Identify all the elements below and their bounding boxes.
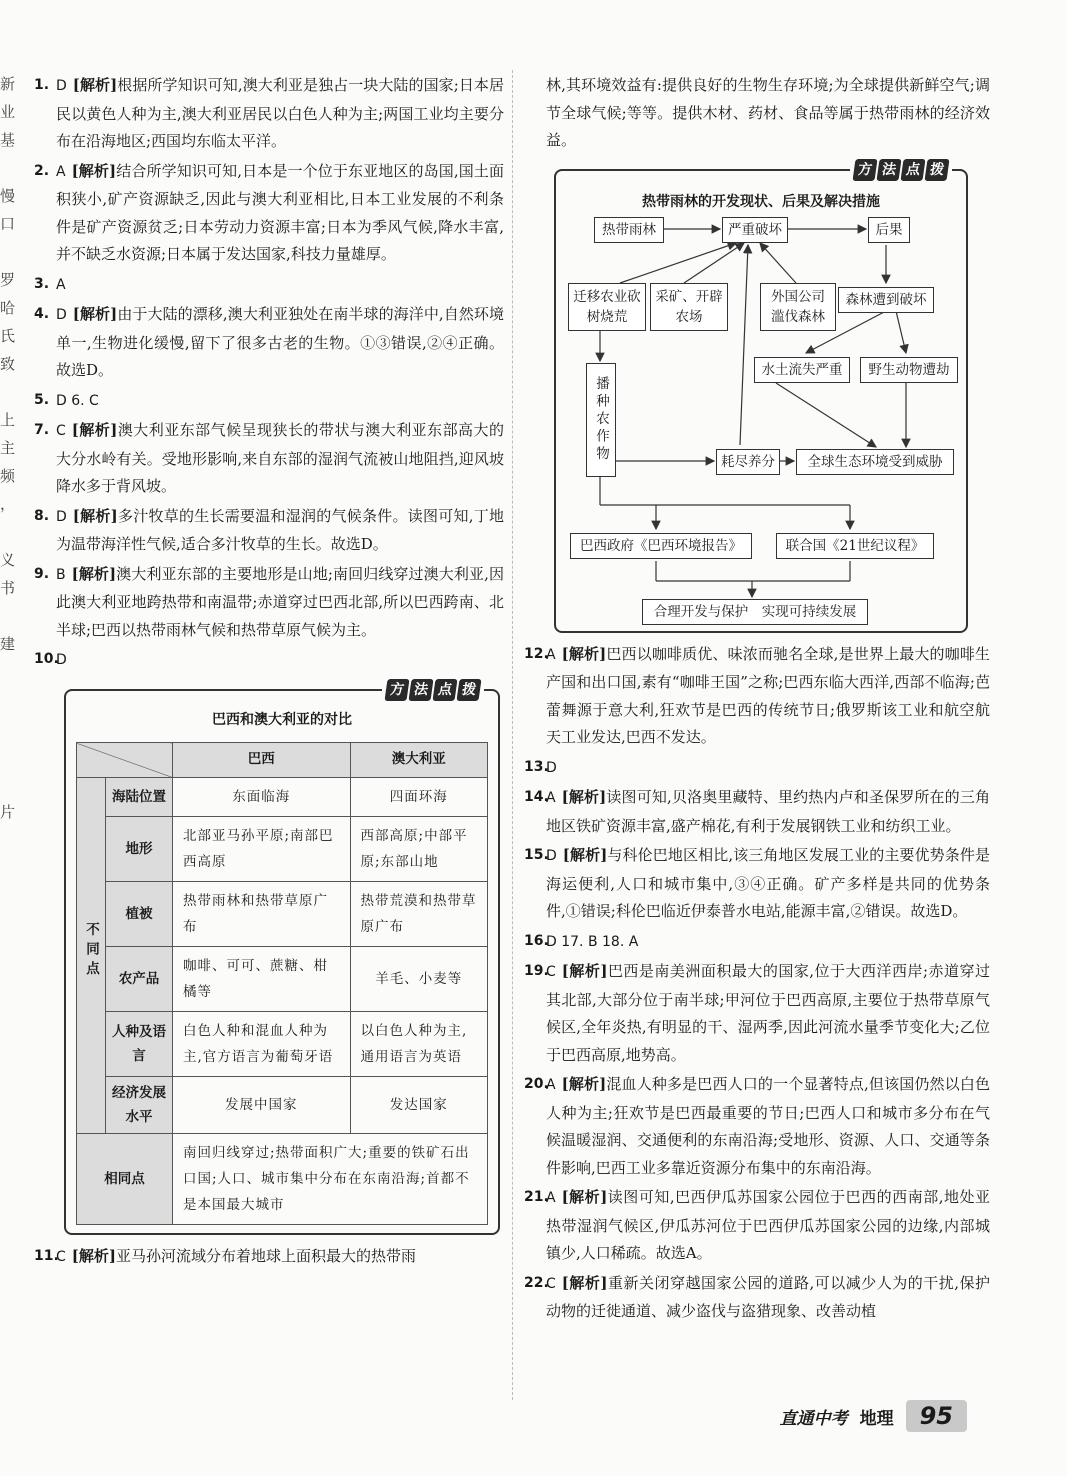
node-wildlife-endangered: 野生动物遭劫 xyxy=(860,357,958,383)
answer-item: 1. D [解析]根据所学知识可知,澳大利亚是独占一块大陆的国家;日本居民以黄色人种为主,澳大利亚居民以白色人种为主;两国工业均主要分布在沿海地区;西国均东临太平洋。 xyxy=(34,76,504,150)
margin-char xyxy=(0,686,16,714)
row-label: 植被 xyxy=(106,882,173,947)
left-column xyxy=(34,72,504,1274)
footer-brand: 直通中考 xyxy=(779,1408,848,1429)
table-corner-cell xyxy=(77,743,173,778)
answer-item-11: 11. C [解析]亚马孙河流域分布着地球上面积最大的热带雨 xyxy=(34,1247,416,1265)
node-forest-destroyed: 森林遭到破坏 xyxy=(838,287,934,313)
cell-brazil: 咖啡、可可、蔗糖、柑橘等 xyxy=(173,947,351,1012)
answer-item: 3. A xyxy=(34,275,66,293)
cell-australia: 以白色人种为主,通用语言为英语 xyxy=(350,1012,487,1077)
margin-char xyxy=(0,154,16,182)
comparison-table xyxy=(76,742,488,1225)
margin-char: 片 xyxy=(0,803,16,821)
row-label: 地形 xyxy=(106,817,173,882)
answer-item: 16. D 17. B 18. A xyxy=(524,932,639,950)
same-points-label: 相同点 xyxy=(77,1134,173,1225)
node-un-agenda21: 联合国《21世纪议程》 xyxy=(776,533,934,559)
answer-item-11-continued: 林,其环境效益有:提供良好的生物生存环境;为全球提供新鲜空气;调节全球气候;等等。提供木材、药材、食品等属于热带雨林的经济效益。 xyxy=(546,76,990,149)
margin-char xyxy=(0,602,16,630)
footer-subject: 地理 xyxy=(859,1408,894,1429)
row-label: 农产品 xyxy=(106,947,173,1012)
same-points-text: 南回归线穿过;热带面积广大;重要的铁矿石出口国;人口、城市集中分布在东南沿海;首都不是本国最大城市 xyxy=(173,1134,488,1225)
left-margin-fragments xyxy=(0,70,16,826)
cell-australia: 西部高原;中部平原;东部山地 xyxy=(350,817,487,882)
node-plant-crops: 播种农作物 xyxy=(586,363,616,477)
node-consequence: 后果 xyxy=(868,217,910,243)
answer-item: 4. D [解析]由于大陆的漂移,澳大利亚独处在南半球的海洋中,自然环境单一,生物进化缓慢,留下了很多古老的生物。①③错误,②④正确。故选D。 xyxy=(34,305,504,379)
margin-char: 罗 xyxy=(0,271,16,289)
margin-char: 义 xyxy=(0,551,16,569)
cell-brazil: 发展中国家 xyxy=(173,1077,351,1134)
answer-item: 22. C [解析]重新关闭穿越国家公园的道路,可以减少人为的干扰,保护动物的迁徙通道、减少盗伐与盗猎现象、改善动植 xyxy=(524,1273,990,1320)
row-label: 海陆位置 xyxy=(106,778,173,817)
answer-item: 14. A [解析]读图可知,贝洛奥里藏特、里约热内卢和圣保罗所在的三角地区铁矿资源丰富,盛产棉花,有利于发展钢铁工业和纺织工业。 xyxy=(524,788,990,835)
answer-item: 19. C [解析]巴西是南美洲面积最大的国家,位于大西洋西岸;赤道穿过其北部,大部分位于南半球;甲河位于巴西高原,主要位于热带草原气候区,全年炎热,有明显的干、湿两季,因此河流水量季节变化大;乙位于巴西高原,地势高。 xyxy=(524,962,990,1064)
different-points-label: 不同点 xyxy=(77,778,106,1134)
margin-char: 氏 xyxy=(0,327,16,345)
answer-item: 7. C [解析]澳大利亚东部气候呈现狭长的带状与澳大利亚东部高大的大分水岭有关。受地形影响,来自东部的湿润气流被山地阻挡,迎风坡降水多于背风坡。 xyxy=(34,421,504,495)
margin-char: 新 xyxy=(0,75,16,93)
margin-char: 建 xyxy=(0,635,16,653)
page-footer xyxy=(780,1400,967,1432)
cell-australia: 羊毛、小麦等 xyxy=(350,947,487,1012)
margin-char xyxy=(0,742,16,770)
answer-item: 9. B [解析]澳大利亚东部的主要地形是山地;南回归线穿过澳大利亚,因此澳大利亚地跨热带和南温带;赤道穿过巴西北部,所以巴西跨南、北半球;巴西以热带雨林气候和热带草原气候为主。 xyxy=(34,564,504,639)
method-tip-badge: 方 法 点 拨 xyxy=(382,679,484,701)
margin-char xyxy=(0,714,16,742)
table-row xyxy=(77,817,488,882)
answer-item: 13. D xyxy=(524,758,557,776)
table-row xyxy=(77,1077,488,1134)
margin-char: 主 xyxy=(0,439,16,457)
node-shifting-agriculture: 迁移农业砍树烧荒 xyxy=(568,283,646,331)
margin-char xyxy=(0,770,16,798)
margin-char: 频 xyxy=(0,467,16,485)
node-global-ecology-threat: 全球生态环境受到威胁 xyxy=(796,449,954,475)
margin-char: 上 xyxy=(0,411,16,429)
margin-char xyxy=(0,378,16,406)
table-row xyxy=(77,947,488,1012)
answer-item: 8. D [解析]多汁牧草的生长需要温和湿润的气候条件。读图可知,丁地为温带海洋性气候,适合多汁牧草的生长。故选D。 xyxy=(34,506,504,553)
node-brazil-report: 巴西政府《巴西环境报告》 xyxy=(570,533,752,559)
node-foreign-logging: 外国公司滥伐森林 xyxy=(760,283,836,331)
node-nutrients-depleted: 耗尽养分 xyxy=(716,449,780,475)
node-severe-destruction: 严重破坏 xyxy=(722,217,788,243)
answer-item: 20. A [解析]混血人种多是巴西人口的一个显著特点,但该国仍然以白色人种为主;狂欢节是巴西最重要的节日;巴西人口和城市多分布在气候温暖湿润、交通便利的东南沿海;受地形、资源、人口、交通等条件影响,巴西工业多靠近资源分布集中的东南沿海。 xyxy=(524,1075,990,1177)
cell-australia: 四面环海 xyxy=(350,778,487,817)
page-number: 95 xyxy=(906,1400,967,1432)
margin-char: 致 xyxy=(0,355,16,373)
answer-item: 5. D 6. C xyxy=(34,391,99,409)
row-label: 人种及语言 xyxy=(106,1012,173,1077)
header-australia: 澳大利亚 xyxy=(350,743,487,778)
answer-item: 21. A [解析]读图可知,巴西伊瓜苏国家公园位于巴西的西南部,地处亚热带湿润气候区,伊瓜苏河位于巴西伊瓜苏国家公园的边缘,内部城镇少,人口稀疏。故选A。 xyxy=(524,1188,990,1262)
rainforest-flowchart-box xyxy=(554,161,968,633)
node-rainforest: 热带雨林 xyxy=(594,217,664,243)
column-divider xyxy=(512,70,513,1400)
margin-char xyxy=(0,658,16,686)
comparison-table-title: 巴西和澳大利亚的对比 xyxy=(212,711,352,728)
header-brazil: 巴西 xyxy=(173,743,351,778)
cell-australia: 发达国家 xyxy=(350,1077,487,1134)
table-row xyxy=(77,1012,488,1077)
node-soil-erosion: 水土流失严重 xyxy=(754,357,850,383)
node-mining-farms: 采矿、开辟农场 xyxy=(650,283,728,331)
margin-char: 业 xyxy=(0,103,16,121)
margin-char xyxy=(0,238,16,266)
answer-item: 2. A [解析]结合所学知识可知,日本是一个位于东亚地区的岛国,国土面积狭小,矿产资源缺乏,因此与澳大利亚相比,日本工业发展的不利条件是矿产资源贫乏;日本劳动力资源丰富;日本为季风气候,降水丰富,并不缺乏水资源;日本属于发达国家,科技力量雄厚。 xyxy=(34,161,504,263)
answer-item: 12. A [解析]巴西以咖啡质优、味浓而驰名全球,是世界上最大的咖啡生产国和出口国,素有“咖啡王国”之称;巴西东临大西洋,西部不临海;芭蕾舞源于意大利,狂欢节是巴西的传统节日;俄罗斯该工业和航空航天工业发达,巴西不发达。 xyxy=(524,644,990,746)
cell-australia: 热带荒漠和热带草原广布 xyxy=(350,882,487,947)
right-column xyxy=(524,72,990,1328)
comparison-tip-box xyxy=(64,681,500,1236)
answer-item: 10. D xyxy=(34,651,67,668)
margin-char: 口 xyxy=(0,215,16,233)
cell-brazil: 北部亚马孙平原;南部巴西高原 xyxy=(173,817,351,882)
margin-char: ， xyxy=(0,495,16,513)
answer-item: 15. D [解析]与科伦巴地区相比,该三角地区发展工业的主要优势条件是海运便利,人口和城市集中,③④正确。矿产多样是共同的优势条件,①错误;科伦巴临近伊泰普水电站,能源丰富,②错误。故选D。 xyxy=(524,846,990,920)
margin-char: 哈 xyxy=(0,299,16,317)
row-label: 经济发展水平 xyxy=(106,1077,173,1134)
margin-char: 基 xyxy=(0,131,16,149)
node-sustainable-development: 合理开发与保护 实现可持续发展 xyxy=(642,599,868,625)
table-row-same xyxy=(77,1134,488,1225)
margin-char xyxy=(0,518,16,546)
flowchart-title: 热带雨林的开发现状、后果及解决措施 xyxy=(642,193,880,210)
cell-brazil: 热带雨林和热带草原广布 xyxy=(173,882,351,947)
table-row xyxy=(77,882,488,947)
margin-char: 慢 xyxy=(0,187,16,205)
cell-brazil: 东面临海 xyxy=(173,778,351,817)
table-row xyxy=(77,778,488,817)
margin-char: 书 xyxy=(0,579,16,597)
method-tip-badge: 方 法 点 拨 xyxy=(850,159,952,181)
cell-brazil: 白色人种和混血人种为主,官方语言为葡萄牙语 xyxy=(173,1012,351,1077)
